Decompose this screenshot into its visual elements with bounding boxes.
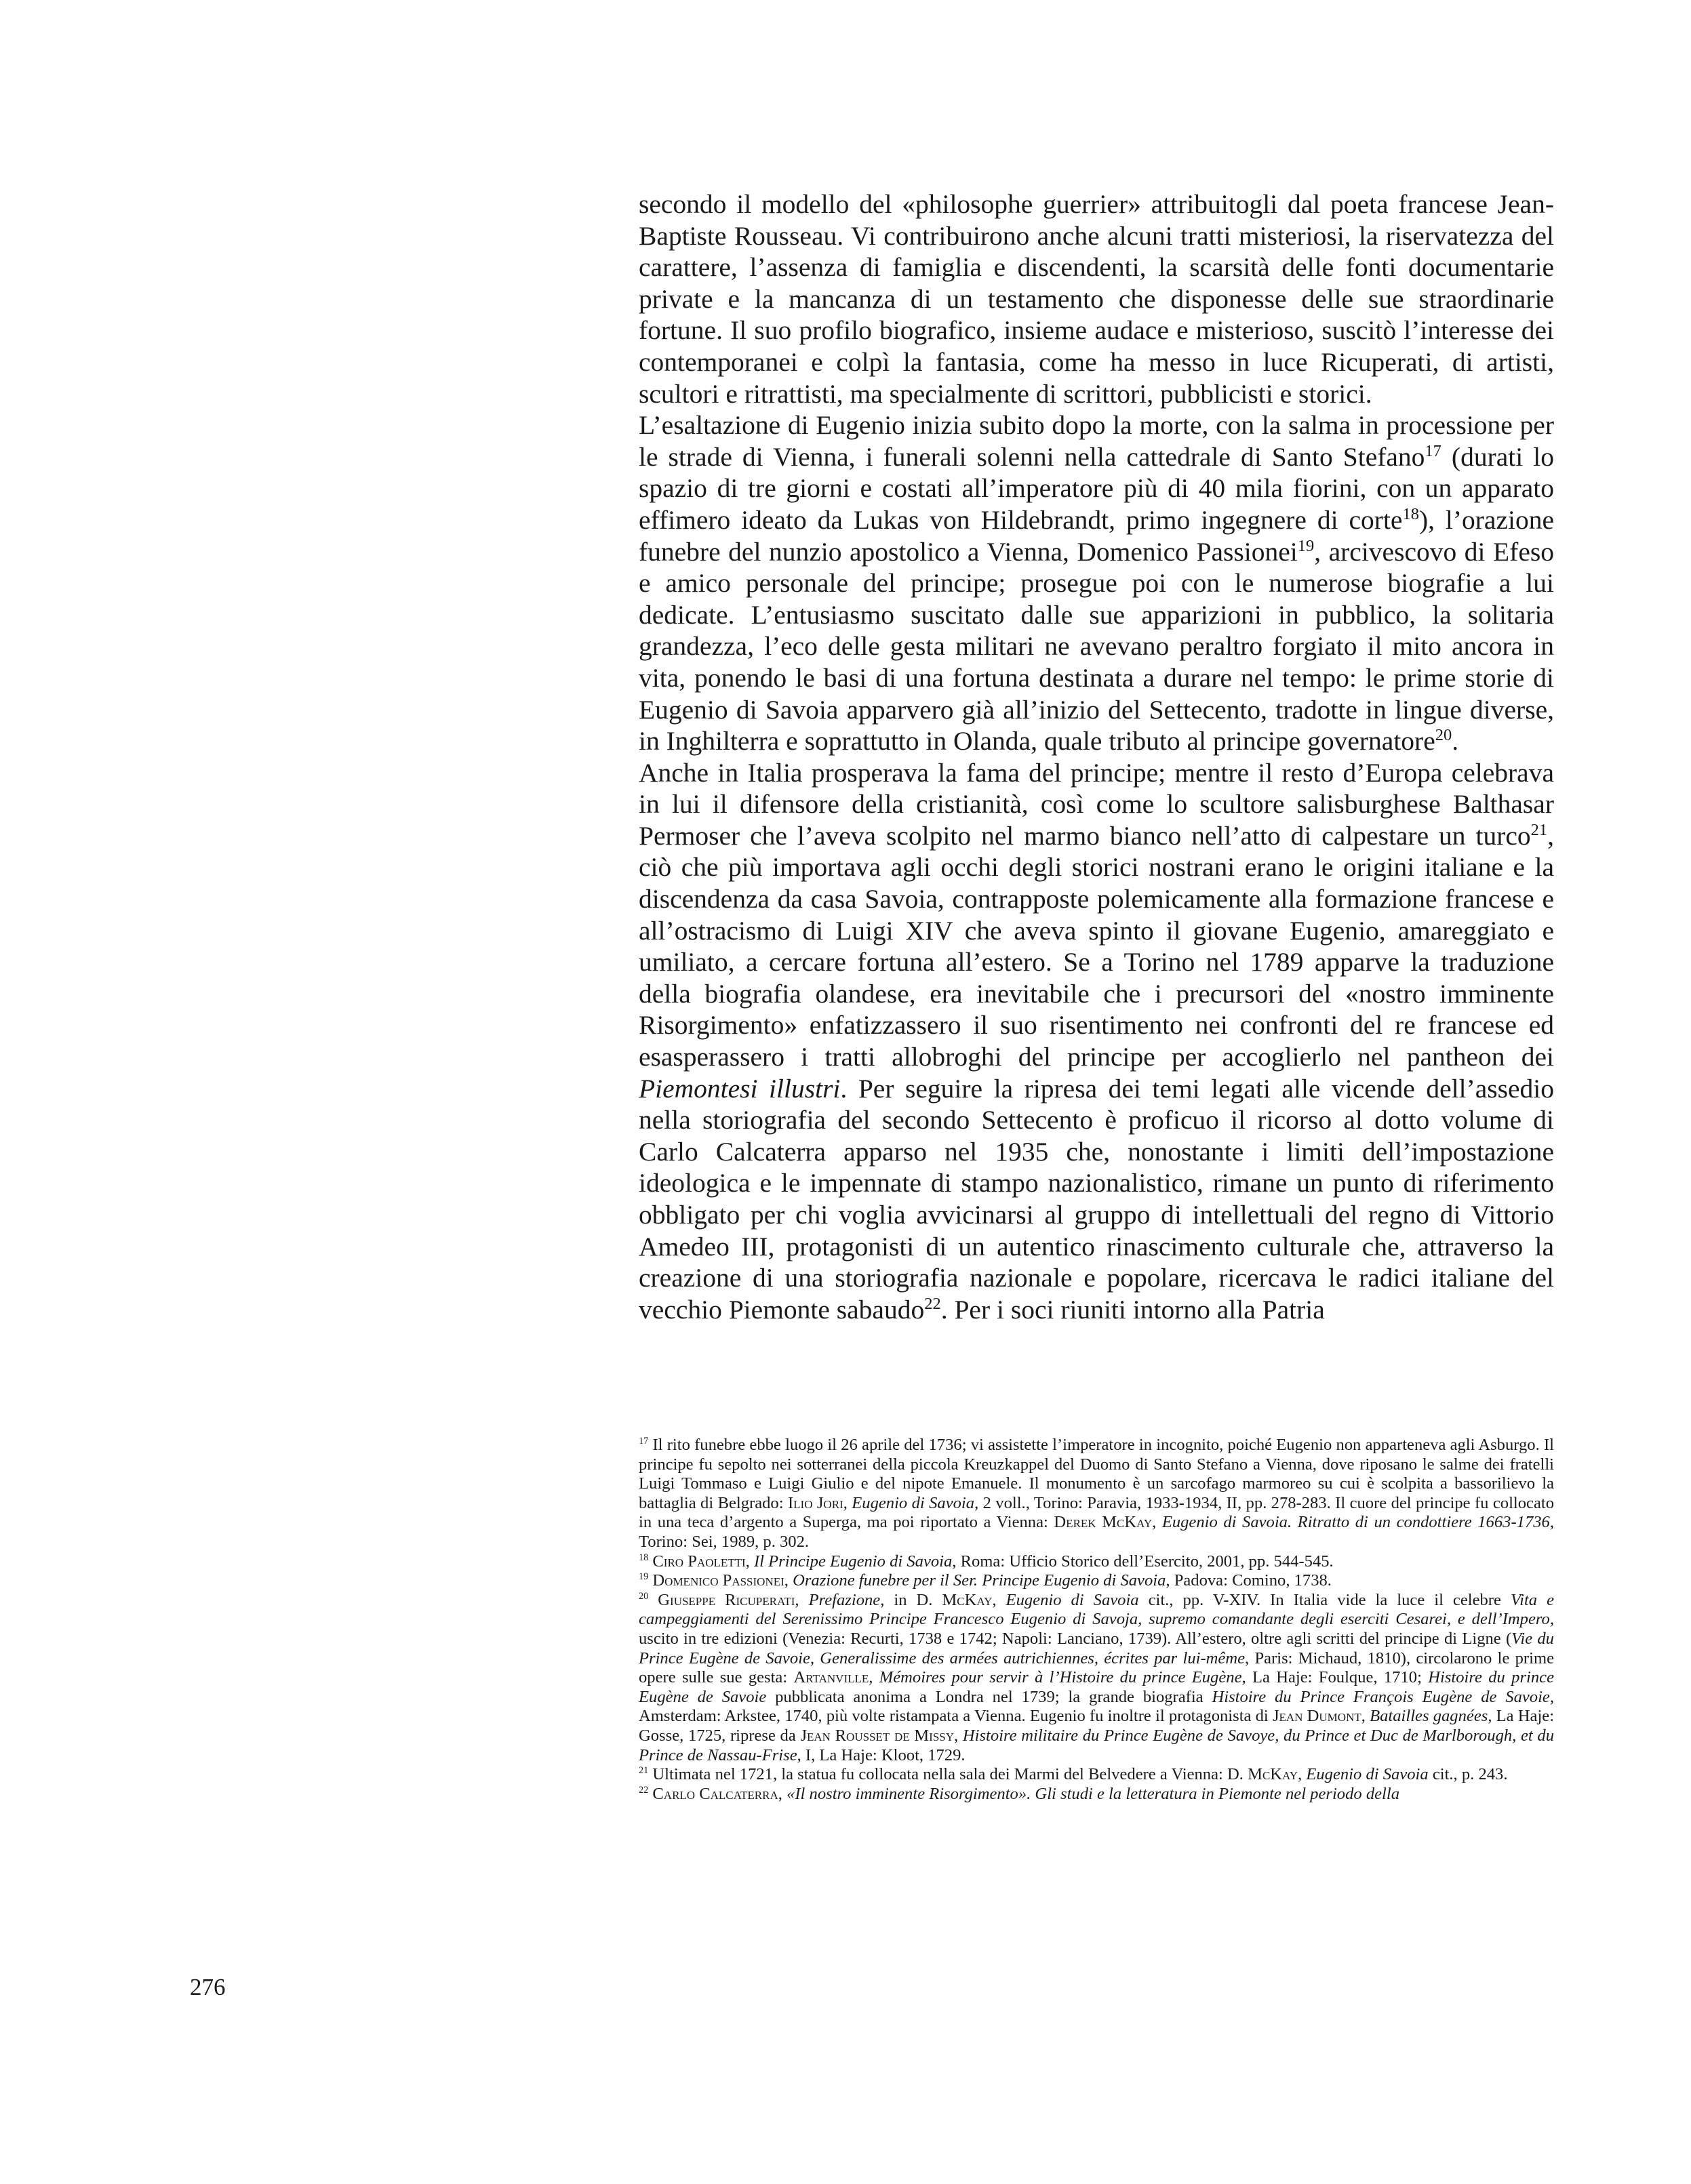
work-title: Vita e campeggiamenti del Serenissimo Principe Francesco Eugenio di Savoja, supremo comandante degli eserciti Cesarei, e dell’Impero	[639, 1590, 1555, 1629]
footnote-number: 18	[639, 1552, 649, 1563]
author-name: McKay	[1248, 1765, 1298, 1784]
footnote-ref-22[interactable]: 22	[924, 1294, 941, 1313]
author-name: Derek McKay	[1054, 1513, 1153, 1532]
author-name: Carlo Calcaterra	[652, 1784, 778, 1803]
paragraph-3: Anche in Italia prosperava la fama del principe; mentre il resto d’Europa celebrava in lui il difensore della cristianità, così come lo scultore salisburghese Balthasar Permoser che l’aveva scolpito nel marmo bianco nell’atto di calpestare un turco$^{21}$, ciò che più importava agli occhi degli storici nostrani erano le origini italiane e la discendenza da casa Savoia, contrapposte polemicamente alla formazione francese e all’ostracismo di Luigi XIV che aveva spinto il giovane Eugenio, amareggiato e umiliato, a cercare fortuna all’estero. Se a Torino nel 1789 apparve la traduzione della biografia olandese, era inevitabile che i precursori del «nostro imminente Risorgimento» enfatizzassero il suo risentimento nei confronti del re francese ed esasperassero i tratti allobroghi del principe per accoglierlo nel pantheon dei Piemontesi illustri. Per seguire la ripresa dei temi legati alle vicende dell’assedio nella storiografia del secondo Settecento è proficuo il ricorso al dotto volume di Carlo Calcaterra apparso nel 1935 che, nonostante i limiti dell’impostazione ideologica e le impennate di stampo nazionalistico, rimane un punto di riferimento obbligato per chi voglia avvicinarsi al gruppo di intellettuali del regno di Vittorio Amedeo III, protagonisti di un autentico rinascimento culturale che, attraverso la creazione di una storiografia nazionale e popolare, ricercava le radici italiane del vecchio Piemonte sabaudo$^{22}$. Per i soci riuniti intorno alla Patria	[639, 757, 1554, 1324]
page-number: 276	[190, 1974, 226, 2000]
main-text	[639, 188, 1554, 1325]
work-title: Vie du Prince Eugène de Savoie, Generalissime des armées autrichiennes, écrites par lui-même	[639, 1629, 1554, 1667]
author-name: Ilio Jori	[787, 1493, 843, 1512]
footnote-18: $^{18}$ Ciro Paoletti, Il Principe Eugenio di Savoia, Roma: Ufficio Storico dell’Esercito, 2001, pp. 544-545.	[639, 1552, 1334, 1571]
work-title: Prefazione	[808, 1590, 881, 1609]
italic-title: Piemontesi illustri	[639, 1073, 841, 1104]
work-title: Orazione funebre per il Ser. Principe Eugenio di Savoia	[793, 1571, 1166, 1590]
author-name: Jean Rousset de Missy	[800, 1726, 955, 1745]
work-title: Eugenio di Savoia. Ritratto di un condottiere 1663-1736	[1161, 1513, 1550, 1532]
paragraph-1: secondo il modello del «philosophe guerrier» attribuitogli dal poeta francese Jean-Baptiste Rousseau. Vi contribuirono anche alcuni tratti misteriosi, la riservatezza del carattere, l’assenza di famiglia e discendenti, la scarsità delle fonti documentarie private e la mancanza di un testamento che disponesse delle sue straordinarie fortune. Il suo profilo biografico, insieme audace e misterioso, suscitò l’interesse dei contemporanei e colpì la fantasia, come ha messo in luce Ricuperati, di artisti, scultori e ritrattisti, ma specialmente di scrittori, pubblicisti e storici.	[639, 189, 1554, 409]
author-name: Giuseppe Ricuperati	[658, 1590, 795, 1609]
footnote-17: $^{17}$ Il rito funebre ebbe luogo il 26 aprile del 1736; vi assistette l’imperatore in incognito, poiché Eugenio non apparteneva agli Asburgo. Il principe fu sepolto nei sotterranei della piccola Kreuzkappel del Duomo di Santo Stefano a Vienna, dove riposano le salme dei fratelli Luigi Tommaso e Luigi Giulio e del nipote Emanuele. Il monumento è un sarcofago marmoreo su cui è scolpita a bassorilievo la battaglia di Belgrado: Ilio Jori, Eugenio di Savoia, 2 voll., Torino: Paravia, 1933-1934, II, pp. 278-283. Il cuore del principe fu collocato in una teca d’argento a Superga, ma poi riportato a Vienna: Derek McKay, Eugenio di Savoia. Ritratto di un condottiere 1663-1736, Torino: Sei, 1989, p. 302.	[639, 1435, 1554, 1551]
footnote-number: 17	[639, 1435, 649, 1447]
work-title: «Il nostro imminente Risorgimento». Gli studi e la letteratura in Piemonte nel periodo della	[787, 1784, 1400, 1803]
work-title: Eugenio di Savoia	[1006, 1590, 1139, 1609]
footnote-ref-21[interactable]: 21	[1530, 820, 1548, 839]
paragraph-2: L’esaltazione di Eugenio inizia subito dopo la morte, con la salma in processione per le strade di Vienna, i funerali solenni nella cattedrale di Santo Stefano$^{17}$ (durati lo spazio di tre giorni e costati all’imperatore più di 40 mila fiorini, con un apparato effimero ideato da Lukas von Hildebrandt, primo ingegnere di corte$^{18}$), l’orazione funebre del nunzio apostolico a Vienna, Domenico Passionei$^{19}$, arcivescovo di Efeso e amico personale del principe; prosegue poi con le numerose biografie a lui dedicate. L’entusiasmo suscitato dalle sue apparizioni in pubblico, la solitaria grandezza, l’eco delle gesta militari ne avevano peraltro forgiato il mito ancora in vita, ponendo le basi di una fortuna destinata a durare nel tempo: le prime storie di Eugenio di Savoia apparvero già all’inizio del Settecento, tradotte in lingue diverse, in Inghilterra e soprattutto in Olanda, quale tributo al principe governatore$^{20}$.	[639, 410, 1554, 756]
work-title: Histoire du prince Eugène de Savoie	[639, 1668, 1555, 1706]
work-title: Histoire du Prince François Eugène de Savoie	[1212, 1687, 1550, 1706]
footnote-22: $^{22}$ Carlo Calcaterra, «Il nostro imminente Risorgimento». Gli studi e la letteratura in Piemonte nel periodo della	[639, 1784, 1400, 1803]
work-title: Histoire militaire du Prince Eugène de Savoye, du Prince et Duc de Marlborough, et du Prince de Nassau-Frise	[639, 1726, 1555, 1764]
work-title: Eugenio di Savoia	[852, 1493, 975, 1512]
author-name: Jean Dumont	[1272, 1707, 1361, 1726]
footnote-number: 20	[639, 1590, 649, 1602]
footnote-21: $^{21}$ Ultimata nel 1721, la statua fu collocata nella sala dei Marmi del Belvedere a Vienna: D. McKay, Eugenio di Savoia cit., p. 243.	[639, 1764, 1508, 1784]
work-title: Eugenio di Savoia	[1306, 1765, 1429, 1784]
footnote-ref-20[interactable]: 20	[1435, 725, 1452, 744]
footnote-20: $^{20}$ Giuseppe Ricuperati, Prefazione, in D. McKay, Eugenio di Savoia cit., pp. V-XIV. In Italia vide la luce il celebre Vita e campeggiamenti del Serenissimo Principe Francesco Eugenio di Savoja, supremo comandante degli eserciti Cesarei, e dell’Impero, uscito in tre edizioni (Venezia: Recurti, 1738 e 1742; Napoli: Lanciano, 1739). All’estero, oltre agli scritti del principe di Ligne (Vie du Prince Eugène de Savoie, Generalissime des armées autrichiennes, écrites par lui-même, Paris: Michaud, 1810), circolarono le prime opere sulle sue gesta: Artanville, Mémoires pour servir à l’Histoire du prince Eugène, La Haje: Foulque, 1710; Histoire du prince Eugène de Savoie pubblicata anonima a Londra nel 1739; la grande biografia Histoire du Prince François Eugène de Savoie, Amsterdam: Arkstee, 1740, più volte ristampata a Vienna. Eugenio fu inoltre il protagonista di Jean Dumont, Batailles gagnées, La Haje: Gosse, 1725, riprese da Jean Rousset de Missy, Histoire militaire du Prince Eugène de Savoye, du Prince et Duc de Marlborough, et du Prince de Nassau-Frise, I, La Haje: Kloot, 1729.	[639, 1590, 1555, 1764]
work-title: Il Principe Eugenio di Savoia	[753, 1552, 953, 1571]
footnote-ref-17[interactable]: 17	[1425, 441, 1441, 460]
author-name: Artanville	[793, 1668, 869, 1687]
work-title: Batailles gagnées	[1370, 1707, 1488, 1726]
work-title: Mémoires pour servir à l’Histoire du prince Eugène	[879, 1668, 1242, 1687]
footnote-number: 22	[639, 1784, 649, 1796]
author-name: McKay	[942, 1590, 993, 1609]
author-name: Domenico Passionei	[652, 1571, 784, 1590]
footnote-19: $^{19}$ Domenico Passionei, Orazione funebre per il Ser. Principe Eugenio di Savoia, Padova: Comino, 1738.	[639, 1571, 1332, 1590]
footnote-number: 21	[639, 1764, 649, 1776]
footnote-ref-18[interactable]: 18	[1402, 504, 1419, 523]
author-name: Ciro Paoletti	[652, 1552, 746, 1571]
footnote-number: 19	[639, 1571, 649, 1582]
footnotes	[639, 1436, 1554, 1804]
footnote-ref-19[interactable]: 19	[1297, 536, 1315, 555]
